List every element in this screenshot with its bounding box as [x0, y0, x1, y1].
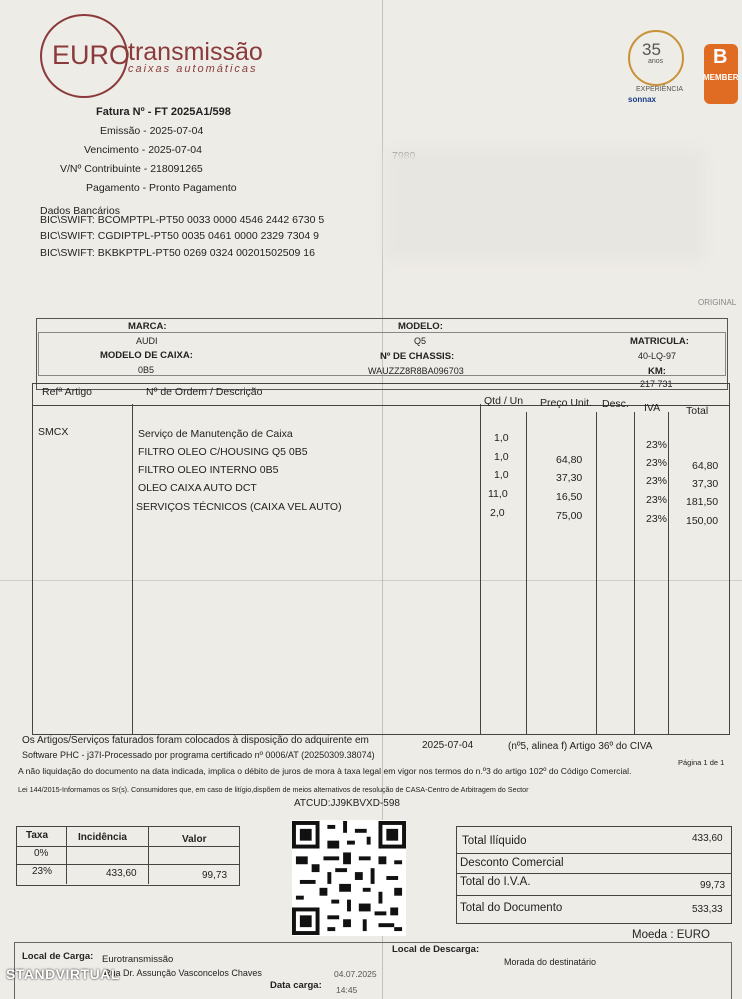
- tax-value-23: 99,73: [202, 870, 228, 881]
- th-discount: Desc.: [602, 398, 629, 410]
- item-vat: 23%: [646, 457, 668, 469]
- seal-number: 35: [642, 40, 661, 59]
- th-unit-price: Preço Unit.: [540, 397, 592, 409]
- seal-years: anos: [648, 58, 664, 65]
- items-table: [32, 383, 730, 735]
- tax-row-divider: [16, 864, 240, 865]
- discount-label: Desconto Comercial: [460, 857, 564, 869]
- item-qty: 11,0: [488, 488, 508, 500]
- availability-note: Os Artigos/Serviços faturados foram colocados à disposição do adquirente em: [22, 735, 369, 746]
- tax-header-base: Incidência: [78, 832, 127, 843]
- bank-swift-3: BIC\SWIFT: BKBKPTPL-PT50 0269 0324 00201502509 16: [40, 247, 315, 259]
- vat-total-label: Total do I.V.A.: [460, 876, 531, 888]
- brand-label: MARCA:: [128, 321, 167, 332]
- document-total-value: 533,33: [692, 904, 723, 915]
- totals-divider: [456, 873, 732, 874]
- badge-letter: B: [713, 46, 728, 68]
- th-total: Total: [686, 405, 709, 417]
- tax-rate-0: 0%: [34, 848, 49, 859]
- gearbox-label: MODELO DE CAIXA:: [100, 350, 193, 361]
- unloading-place-label: Local de Descarga:: [392, 944, 480, 955]
- subtotal-label: Total Ilíquido: [462, 835, 527, 847]
- item-vat: 23%: [646, 494, 668, 506]
- logo-euro: EURO: [52, 40, 131, 70]
- col-divider: [596, 412, 597, 734]
- th-ref: Refª Artigo: [42, 386, 92, 398]
- original-mark: ORIGINAL: [698, 298, 737, 307]
- loading-date: 04.07.2025: [334, 969, 377, 979]
- item-description: FILTRO OLEO INTERNO 0B5: [138, 464, 279, 476]
- item-description: FILTRO OLEO C/HOUSING Q5 0B5: [138, 446, 308, 458]
- redacted-address: [385, 150, 705, 260]
- plate-label: MATRICULA:: [630, 336, 689, 347]
- tax-col-divider: [148, 826, 149, 884]
- availability-date: 2025-07-04: [422, 740, 474, 751]
- bank-data-title: Dados Bancários: [40, 205, 120, 217]
- tax-col-divider: [66, 826, 67, 884]
- atcud-code: ATCUD:JJ9KBVXD-598: [294, 798, 400, 809]
- col-divider: [132, 404, 133, 734]
- loading-address: Rua Dr. Assunção Vasconcelos Chaves: [104, 968, 262, 978]
- tax-header-rate: Taxa: [26, 830, 49, 841]
- invoice-number: Fatura Nº - FT 2025A1/598: [96, 106, 231, 118]
- item-total: 64,80: [692, 460, 719, 472]
- item-total: 37,30: [692, 478, 719, 490]
- km-value: 217 731: [640, 379, 673, 389]
- item-vat: 23%: [646, 513, 668, 525]
- item-vat: 23%: [646, 475, 668, 487]
- bank-swift-1: BIC\SWIFT: BCOMPTPL-PT50 0033 0000 4546 2442 6730 5: [40, 214, 325, 226]
- bank-swift-2: BIC\SWIFT: CGDIPTPL-PT50 0035 0461 0000 2329 7304 9: [40, 230, 319, 242]
- col-divider: [634, 412, 635, 734]
- page-number: Página 1 de 1: [678, 758, 725, 767]
- item-unit-price: 64,80: [556, 454, 583, 466]
- tax-row-divider: [16, 846, 240, 847]
- col-divider: [668, 412, 669, 734]
- th-description: Nº de Ordem / Descrição: [146, 386, 263, 398]
- loading-place: Eurotransmissão: [102, 954, 174, 965]
- chassis-value: WAUZZZ8R8BA096703: [368, 366, 464, 376]
- badge-text: MEMBER: [703, 73, 739, 82]
- th-vat: IVA: [644, 402, 661, 414]
- chassis-label: Nº DE CHASSIS:: [380, 351, 455, 362]
- qr-code-icon: [292, 820, 406, 936]
- totals-divider: [456, 895, 732, 896]
- vat-total-value: 99,73: [700, 880, 726, 891]
- civa-reference: (nº5, alinea f) Artigo 36º do CIVA: [508, 741, 653, 752]
- unloading-place: Morada do destinatário: [504, 957, 597, 967]
- item-description: Serviço de Manutenção de Caixa: [138, 428, 293, 440]
- late-payment-note: A não liquidação do documento na data indicada, implica o débito de juros de mora à taxa legal em vigor nos termos do n.º3 do artigo 102º do Código Comercial.: [18, 766, 632, 776]
- col-divider: [526, 412, 527, 734]
- qr-code: [292, 820, 406, 936]
- gearbox-value: 0B5: [138, 365, 155, 375]
- brand-value: AUDI: [136, 336, 158, 346]
- currency: Moeda : EURO: [632, 929, 710, 941]
- model-label: MODELO:: [398, 321, 443, 332]
- item-qty: 2,0: [490, 507, 505, 519]
- item-qty: 1,0: [494, 451, 509, 463]
- subtotal-value: 433,60: [692, 833, 723, 844]
- payment-terms: Pagamento - Pronto Pagamento: [86, 182, 237, 194]
- seal-brand: sonnax: [628, 95, 657, 104]
- tax-rate-23: 23%: [32, 866, 53, 877]
- logo-subtitle: caixas automáticas: [128, 63, 258, 75]
- due-date: Vencimento - 2025-07-04: [84, 144, 202, 156]
- item-total: 150,00: [686, 515, 719, 527]
- model-value: Q5: [414, 336, 427, 346]
- item-qty: 1,0: [494, 469, 509, 481]
- tax-header-value: Valor: [182, 834, 207, 845]
- loading-time: 14:45: [336, 985, 358, 995]
- item-ref: SMCX: [38, 426, 69, 438]
- standvirtual-watermark: STANDVIRTUAL: [6, 966, 120, 982]
- item-vat: 23%: [646, 439, 668, 451]
- dispute-note: Lei 144/2015-Informamos os Sr(s). Consumidores que, em caso de litígio,dispõem de meios alternativos de resolução de CASA-Centro de Arbitragem do Sector: [18, 785, 529, 794]
- logo-transmissao: transmissão: [128, 38, 263, 66]
- item-unit-price: 37,30: [556, 472, 583, 484]
- document-total-label: Total do Documento: [460, 902, 563, 914]
- item-description: SERVIÇOS TÉCNICOS (CAIXA VEL AUTO): [136, 501, 342, 513]
- issue-date: Emissão - 2025-07-04: [100, 125, 204, 137]
- software-cert: Software PHC - j37I-Processado por programa certificado nº 0006/AT (20250309.38074): [22, 750, 375, 760]
- loading-place-label: Local de Carga:: [22, 951, 94, 962]
- plate-value: 40-LQ-97: [638, 351, 677, 361]
- seal-caption: EXPERIÊNCIA: [636, 86, 684, 93]
- item-unit-price: 75,00: [556, 510, 583, 522]
- item-total: 181,50: [686, 496, 719, 508]
- col-divider: [480, 404, 481, 734]
- th-qty: Qtd / Un: [484, 395, 524, 407]
- item-description: OLEO CAIXA AUTO DCT: [138, 482, 257, 494]
- km-label: KM:: [648, 366, 666, 377]
- tax-base-23: 433,60: [106, 868, 137, 879]
- item-qty: 1,0: [494, 432, 509, 444]
- totals-divider: [456, 853, 732, 854]
- item-unit-price: 16,50: [556, 491, 583, 503]
- taxpayer-number: V/Nº Contribuinte - 218091265: [60, 163, 203, 175]
- loading-date-label: Data carga:: [270, 980, 322, 991]
